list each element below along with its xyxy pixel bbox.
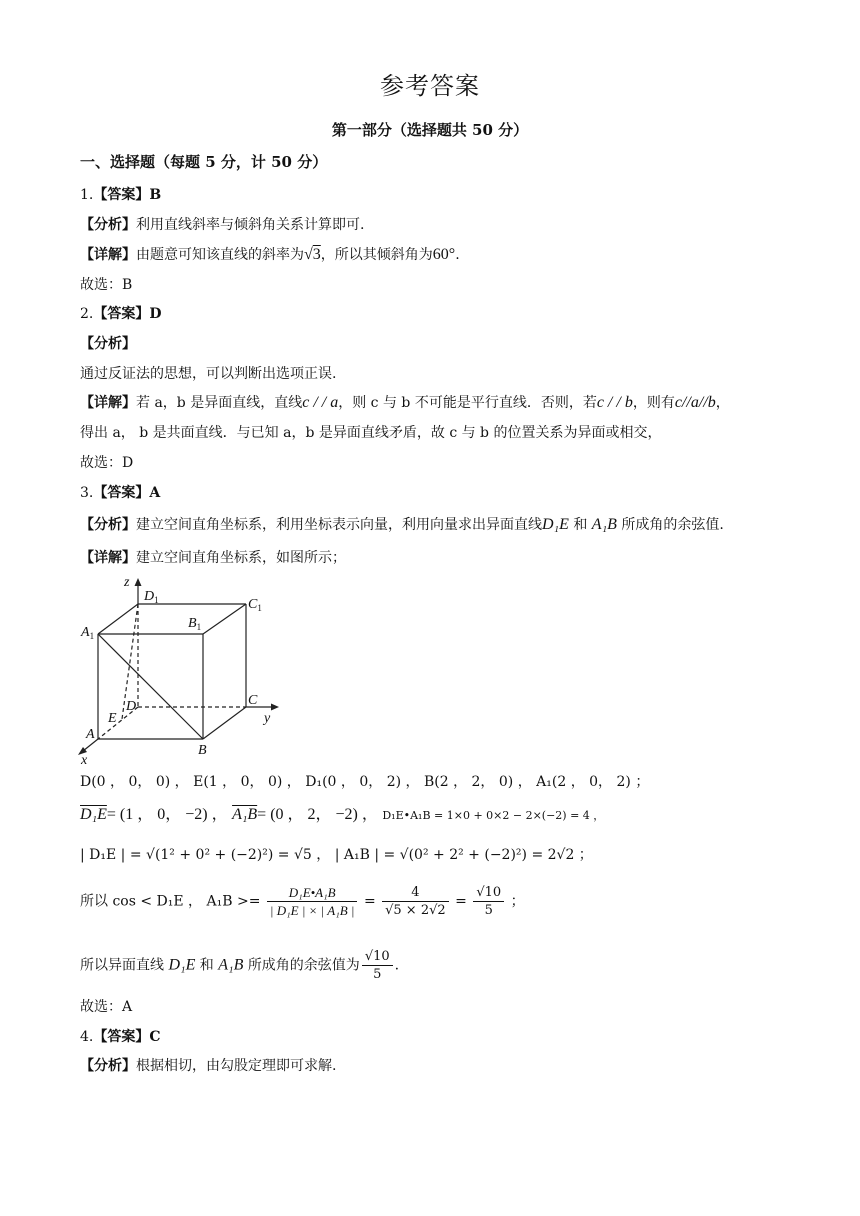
label-y: y — [264, 711, 271, 726]
sqrt-expression: √3 — [304, 246, 321, 263]
q4-analysis: 【分析】根据相切，由勾股定理即可求解. — [80, 1058, 337, 1074]
label-c1: $C_1$ — [248, 597, 262, 613]
y-arrow-icon — [271, 704, 279, 711]
label-e: E — [108, 711, 117, 726]
label-b1: $B_1$ — [188, 616, 202, 632]
q1-analysis: 【分析】利用直线斜率与倾斜角关系计算即可. — [80, 217, 365, 233]
cos-fraction-result: $\frac{√10}{5}$ — [473, 884, 504, 919]
page-title: 参考答案 — [380, 72, 480, 100]
q2-detail-line2: 得出 a， b 是共面直线．与已知 a，b 是异面直线矛盾，故 c 与 b 的位置关系为异面或相交， — [80, 425, 662, 441]
q1-choice: 故选：B — [80, 277, 133, 293]
q3-magnitudes: | D₁E | = √(1² + 0² + (−2)²) = √5 ， | A₁B | = √(0² + 2² + (−2)²) = 2√2 ； — [80, 847, 593, 863]
q3-coordinates: D(0 ， 0， 0) ， E(1 ， 0， 0) ， D₁(0 ， 0， 2) ， B(2 ， 2， 0) ， A₁(2 ， 0， 2) ； — [80, 774, 650, 790]
label-x: x — [81, 753, 88, 764]
q2-detail-line1: 【详解】若 a，b 是异面直线，直线c / / a，则 c 与 b 不可能是平行直线．否则，若c / / b，则有c//a//b， — [80, 394, 730, 411]
q2-answer: 2.【答案】D — [80, 306, 162, 322]
cube-coordinate-figure — [78, 574, 288, 764]
label-a: A — [86, 727, 95, 742]
edge-b-c — [203, 707, 246, 739]
label-a1: $A_1$ — [81, 625, 95, 641]
section-heading: 一、选择题（每题 5 分，计 50 分） — [80, 153, 328, 171]
q1-answer: 1.【答案】B — [80, 187, 162, 203]
cos-fraction-value: $\frac{4}{√5 \times 2√2}$ — [382, 884, 449, 919]
edge-a1-d1 — [98, 604, 138, 634]
z-arrow-icon — [135, 578, 142, 586]
q3-detail: 【详解】建立空间直角坐标系，如图所示； — [80, 550, 346, 566]
q3-choice: 故选：A — [80, 999, 133, 1015]
edge-b1-c1 — [203, 604, 246, 634]
q2-choice: 故选：D — [80, 455, 134, 471]
label-c: C — [248, 693, 258, 708]
part-heading: 第一部分（选择题共 50 分） — [331, 121, 529, 139]
label-b: B — [198, 743, 207, 758]
label-d: D — [126, 699, 137, 714]
cos-fraction: $\frac{\text{D₁E•A₁B}}{\text{| D₁E | × | A₁B |}}$ — [267, 884, 358, 919]
q3-conclusion: 所以异面直线 D₁E 和 A₁B 所成角的余弦值为 $\frac{√10}{5}$ . — [80, 949, 400, 982]
q3-answer: 3.【答案】A — [80, 485, 161, 501]
q4-answer: 4.【答案】C — [80, 1029, 161, 1045]
conclusion-fraction: $\frac{√10}{5}$ — [362, 948, 393, 983]
q3-vectors: D₁E= (1 ， 0， −2) ， A₁B= (0 ， 2， −2) ， D₁E•A₁B = 1×0 + 0×2 − 2×(−2) = 4 ， — [80, 806, 605, 823]
q3-analysis: 【分析】建立空间直角坐标系，利用坐标表示向量，利用向量求出异面直线D₁E 和 A₁B 所成角的余弦值. — [80, 516, 724, 533]
q1-detail: 【详解】由题意可知该直线的斜率为√3，所以其倾斜角为60°. — [80, 246, 460, 263]
label-z: z — [124, 575, 130, 590]
q2-analysis-tag: 【分析】 — [80, 336, 136, 352]
label-d1: $D_1$ — [144, 589, 159, 605]
q3-cosine: 所以 cos < D₁E ， A₁B >= $\frac{\text{D₁E•A₁B}}{\text{| D₁E | × | A₁B |}}$ = $\frac{4}{√5 \times 2√2}$ = $\frac{√10}{5}$ ； — [80, 885, 525, 918]
q2-analysis: 通过反证法的思想，可以判断出选项正误. — [80, 366, 337, 382]
